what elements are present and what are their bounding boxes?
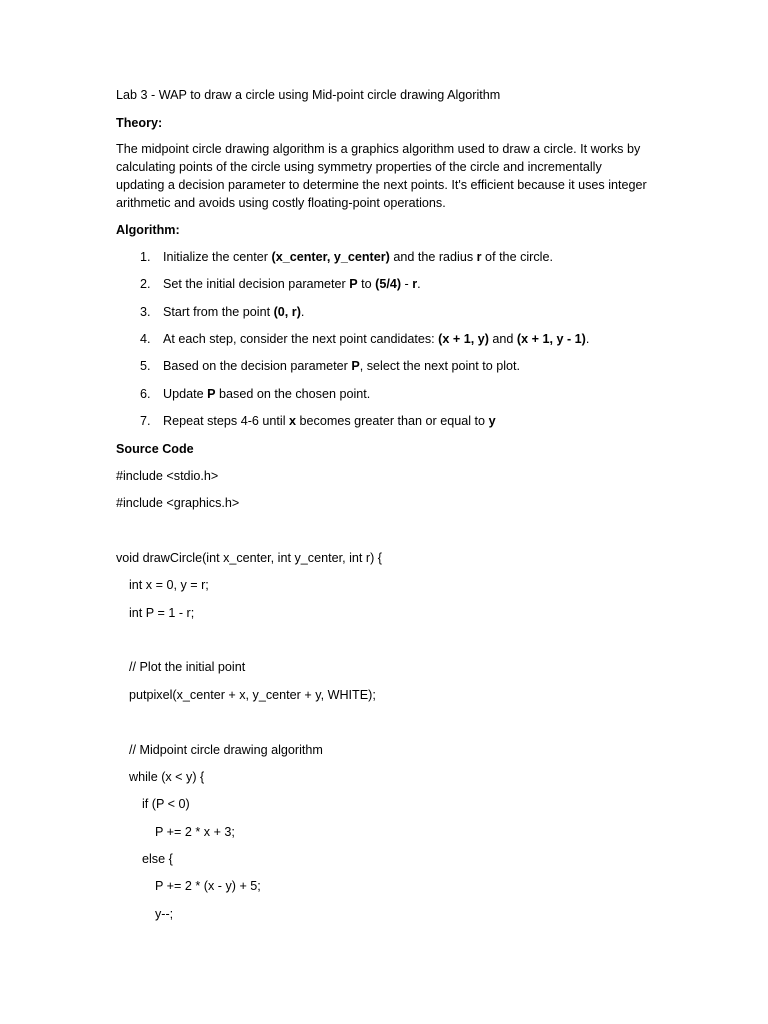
step-text: Update P based on the chosen point. (163, 387, 371, 401)
code-line: int P = 1 - r; (129, 606, 195, 620)
code-line: #include <stdio.h> (116, 469, 219, 483)
code-line: while (x < y) { (129, 770, 205, 784)
algorithm-heading: Algorithm: (116, 223, 180, 237)
code-line: if (P < 0) (142, 797, 190, 811)
step-text: At each step, consider the next point candidates: (x + 1, y) and (x + 1, y - 1). (163, 332, 590, 346)
code-line: P += 2 * (x - y) + 5; (155, 879, 261, 893)
step-text: Start from the point (0, r). (163, 305, 305, 319)
step-number: 2. (140, 277, 151, 291)
theory-line: arithmetic and avoids using costly floating-point operations. (116, 196, 446, 210)
code-line: void drawCircle(int x_center, int y_center, int r) { (116, 551, 382, 565)
step-number: 7. (140, 414, 151, 428)
theory-line: calculating points of the circle using symmetry properties of the circle and incrementally (116, 160, 602, 174)
step-number: 3. (140, 305, 151, 319)
theory-heading: Theory: (116, 116, 163, 130)
step-number: 4. (140, 332, 151, 346)
code-line: putpixel(x_center + x, y_center + y, WHITE); (129, 688, 376, 702)
step-text: Based on the decision parameter P, select the next point to plot. (163, 359, 521, 373)
step-number: 6. (140, 387, 151, 401)
code-line: y--; (155, 907, 174, 921)
step-text: Set the initial decision parameter P to (5/4) - r. (163, 277, 421, 291)
source-code-heading: Source Code (116, 442, 194, 456)
step-number: 5. (140, 359, 151, 373)
code-line: #include <graphics.h> (116, 496, 240, 510)
step-text: Repeat steps 4-6 until x becomes greater than or equal to y (163, 414, 496, 428)
code-line: int x = 0, y = r; (129, 578, 209, 592)
theory-line: The midpoint circle drawing algorithm is a graphics algorithm used to draw a circle. It works by (116, 142, 641, 156)
theory-line: updating a decision parameter to determine the next points. It's efficient because it uses integer (116, 178, 647, 192)
code-line: P += 2 * x + 3; (155, 825, 235, 839)
code-comment: // Plot the initial point (129, 660, 246, 674)
code-line: else { (142, 852, 173, 866)
page-title: Lab 3 - WAP to draw a circle using Mid-point circle drawing Algorithm (116, 88, 501, 102)
code-comment: // Midpoint circle drawing algorithm (129, 743, 323, 757)
step-number: 1. (140, 250, 151, 264)
step-text: Initialize the center (x_center, y_center) and the radius r of the circle. (163, 250, 553, 264)
